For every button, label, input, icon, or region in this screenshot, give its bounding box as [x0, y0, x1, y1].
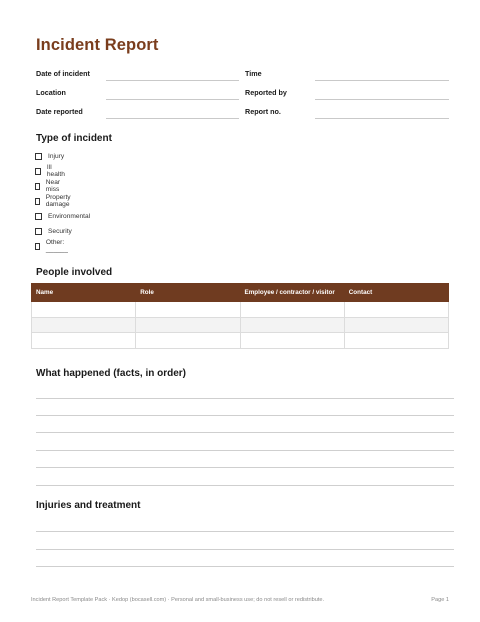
reported-by-label: Reported by	[245, 88, 287, 97]
table-cell[interactable]	[240, 333, 344, 349]
column-header-name: Name	[32, 284, 136, 302]
table-cell[interactable]	[240, 302, 344, 318]
checkbox-label: Environmental	[48, 212, 91, 220]
type-of-incident-heading: Type of incident	[36, 133, 112, 144]
table-cell[interactable]	[136, 317, 240, 333]
table-cell[interactable]	[32, 302, 136, 318]
table-cell[interactable]	[136, 302, 240, 318]
date-of-incident-label: Date of incident	[36, 69, 90, 78]
what-happened-line[interactable]	[36, 415, 454, 416]
location-field[interactable]	[106, 99, 239, 100]
what-happened-line[interactable]	[36, 398, 454, 399]
injuries-line[interactable]	[36, 566, 454, 567]
checkbox-icon[interactable]	[35, 243, 40, 250]
checkbox-icon[interactable]	[35, 153, 42, 160]
location-label: Location	[36, 88, 66, 97]
checkbox-other[interactable]	[35, 241, 70, 251]
what-happened-line[interactable]	[36, 467, 454, 468]
checkbox-label: Ill health	[46, 164, 65, 178]
footer-text: Incident Report Template Pack · Kedop (bocasell.com) · Personal and small-business use; do not resell or redistribute.	[31, 597, 325, 603]
checkbox-security[interactable]	[35, 226, 72, 236]
checkbox-icon[interactable]	[35, 183, 40, 190]
checkbox-property-damage[interactable]	[35, 196, 73, 206]
time-label: Time	[245, 69, 262, 78]
checkbox-icon[interactable]	[35, 168, 41, 175]
checkbox-label: Property damage	[45, 194, 71, 208]
date-of-incident-field[interactable]	[106, 80, 239, 81]
injuries-line[interactable]	[36, 531, 454, 532]
what-happened-line[interactable]	[36, 450, 454, 451]
injuries-line[interactable]	[36, 549, 454, 550]
checkbox-label: Near miss	[45, 179, 61, 193]
table-cell[interactable]	[32, 317, 136, 333]
what-happened-heading: What happened (facts, in order)	[36, 368, 187, 379]
column-header-contact: Contact	[344, 284, 448, 302]
page-number: Page 1	[431, 597, 449, 603]
injuries-heading: Injuries and treatment	[36, 500, 141, 511]
table-cell[interactable]	[344, 302, 448, 318]
report-no-label: Report no.	[245, 107, 281, 116]
what-happened-line[interactable]	[36, 432, 454, 433]
table-row	[32, 317, 449, 333]
report-no-field[interactable]	[315, 118, 449, 119]
table-cell[interactable]	[344, 317, 448, 333]
table-cell[interactable]	[344, 333, 448, 349]
table-header-row	[32, 284, 449, 302]
table-cell[interactable]	[240, 317, 344, 333]
checkbox-environmental[interactable]	[35, 211, 90, 221]
table-row	[32, 302, 449, 318]
checkbox-icon[interactable]	[35, 213, 42, 220]
page-title: Incident Report	[36, 36, 159, 54]
date-reported-label: Date reported	[36, 107, 83, 116]
table-cell[interactable]	[32, 333, 136, 349]
checkbox-label: Other: ______	[45, 239, 68, 253]
people-involved-table	[31, 283, 449, 349]
people-involved-heading: People involved	[36, 267, 113, 278]
checkbox-label: Injury	[48, 152, 65, 160]
checkbox-ill-health[interactable]	[35, 166, 66, 176]
date-reported-field[interactable]	[106, 118, 239, 119]
column-header-role: Role	[136, 284, 240, 302]
checkbox-injury[interactable]	[35, 151, 64, 161]
table-cell[interactable]	[136, 333, 240, 349]
time-field[interactable]	[315, 80, 449, 81]
column-header-employee-type: Employee / contractor / visitor	[240, 284, 344, 302]
checkbox-icon[interactable]	[35, 228, 42, 235]
checkbox-label: Security	[48, 227, 72, 235]
checkbox-near-miss[interactable]	[35, 181, 62, 191]
what-happened-line[interactable]	[36, 485, 454, 486]
table-row	[32, 333, 449, 349]
reported-by-field[interactable]	[315, 99, 449, 100]
checkbox-icon[interactable]	[35, 198, 40, 205]
